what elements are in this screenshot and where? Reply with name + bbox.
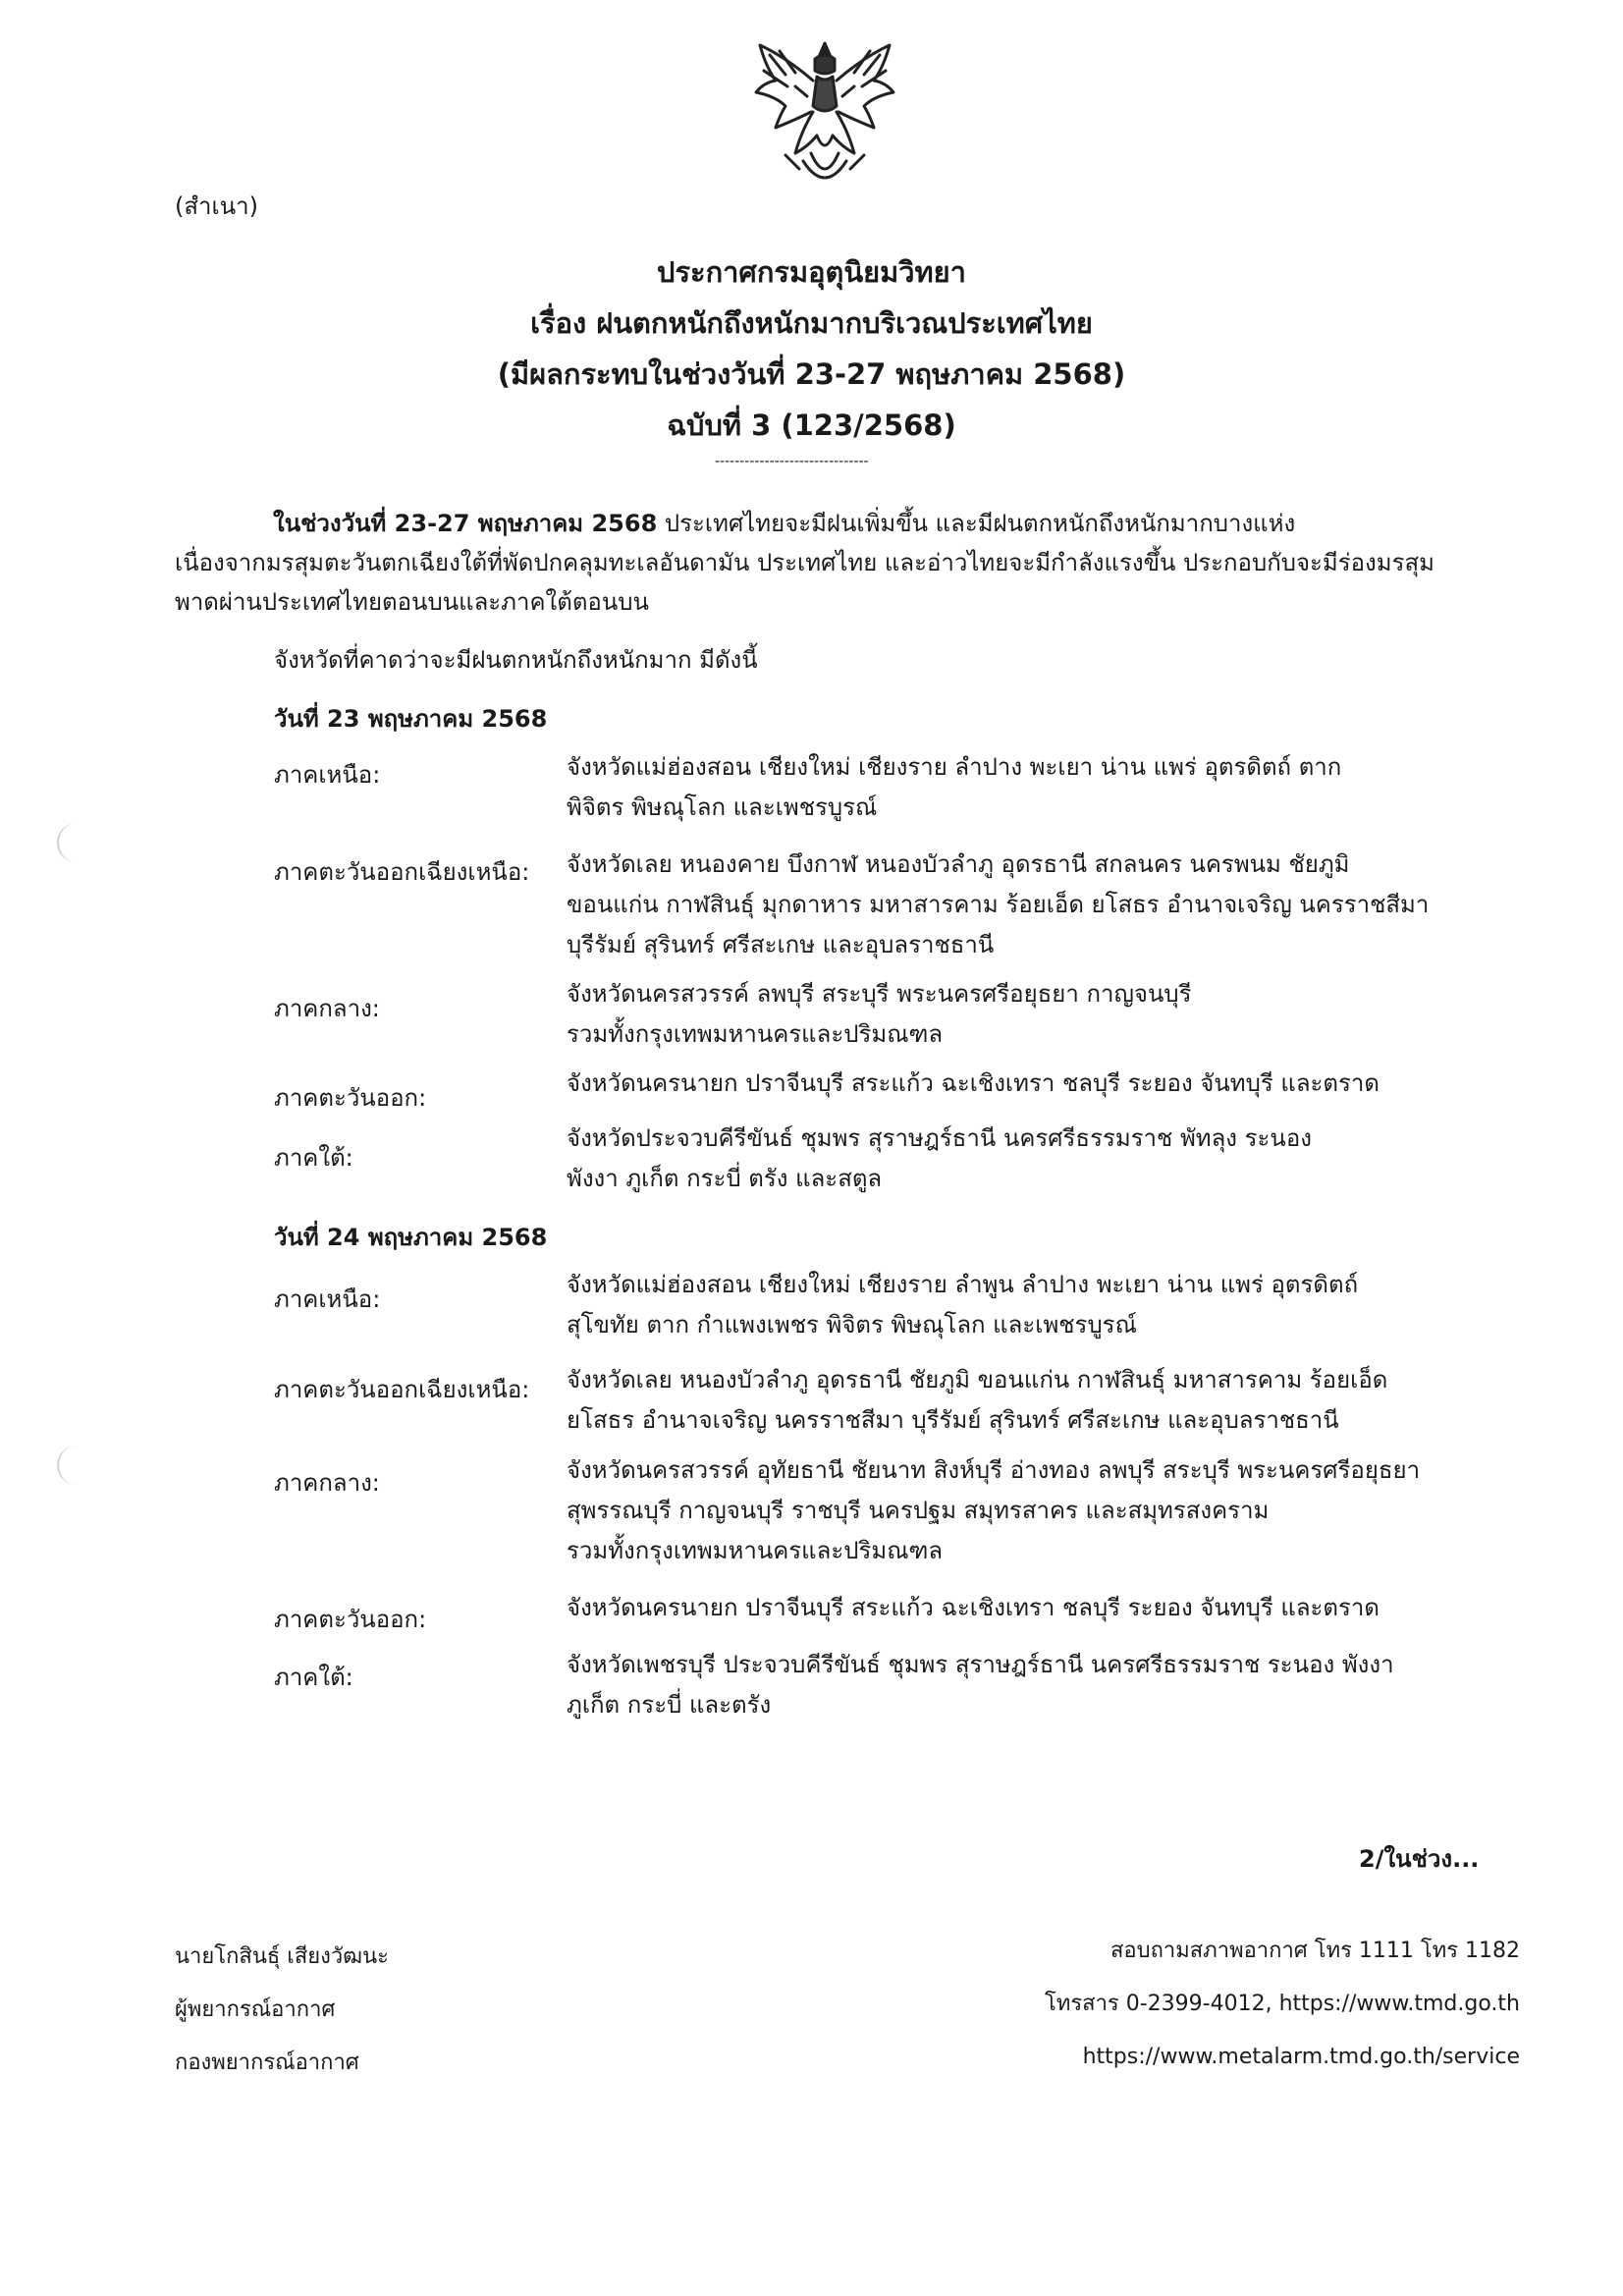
day-date: วันที่ 23 พฤษภาคม 2568 xyxy=(274,705,548,733)
forecaster-role: ผู้พยากรณ์อากาศ xyxy=(175,1997,336,2022)
intro-line-1: ประเทศไทยจะมีฝนเพิ่มขึ้น และมีฝนตกหนักถึงหนักมากบางแห่ง xyxy=(657,510,1296,537)
province-line: รวมทั้งกรุงเทพมหานครและปริมณฑล xyxy=(567,1020,944,1048)
issue-number: ฉบับที่ 3 (123/2568) xyxy=(667,409,956,442)
region-provinces xyxy=(567,747,1341,828)
province-line: จังหวัดเพชรบุรี ประจวบคีรีขันธ์ ชุมพร สุราษฎร์ธานี นครศรีธรรมราช ระนอง พังงา xyxy=(567,1651,1394,1678)
region-provinces xyxy=(567,1360,1387,1441)
forecaster-division: กองพยากรณ์อากาศ xyxy=(175,2050,359,2075)
contact-phone: สอบถามสภาพอากาศ โทร 1111 โทร 1182 xyxy=(1110,1939,1520,1963)
province-line: จังหวัดนครสวรรค์ ลพบุรี สระบุรี พระนครศรีอยุธยา กาญจนบุรี xyxy=(567,980,1192,1008)
forecaster-signature xyxy=(175,1931,389,2090)
province-line: บุรีรัมย์ สุรินทร์ ศรีสะเกษ และอุบลราชธานี xyxy=(567,931,995,958)
effect-period: (มีผลกระทบในช่วงวันที่ 23-27 พฤษภาคม 2568) xyxy=(497,357,1126,391)
province-line: ภูเก็ต กระบี่ และตรัง xyxy=(567,1691,772,1719)
region-name: ภาคกลาง: xyxy=(274,995,380,1022)
province-line: รวมทั้งกรุงเทพมหานครและปริมณฑล xyxy=(567,1537,944,1564)
contact-service-link[interactable]: https://www.metalarm.tmd.go.th/service xyxy=(1082,2045,1520,2069)
forecaster-name: นายโกสินธุ์ เสียงวัฒนะ xyxy=(175,1944,389,1969)
region-name: ภาคเหนือ: xyxy=(274,1285,381,1313)
province-line: จังหวัดนครนายก ปราจีนบุรี สระแก้ว ฉะเชิงเทรา ชลบุรี ระยอง จันทบุรี และตราด xyxy=(567,1594,1380,1621)
region-name: ภาคตะวันออก: xyxy=(274,1084,427,1112)
region-provinces xyxy=(567,1450,1420,1571)
province-line: จังหวัดเลย หนองบัวลำภู อุดรธานี ชัยภูมิ ขอนแก่น กาฬสินธุ์ มหาสารคาม ร้อยเอ็ด xyxy=(567,1366,1388,1394)
province-line: จังหวัดนครนายก ปราจีนบุรี สระแก้ว ฉะเชิงเทรา ชลบุรี ระยอง จันทบุรี และตราด xyxy=(567,1069,1380,1097)
region-name: ภาคตะวันออกเฉียงเหนือ: xyxy=(274,1376,530,1403)
region-provinces xyxy=(567,1588,1380,1628)
copy-label: (สำเนา) xyxy=(175,192,258,220)
intro-lead: ในช่วงวันที่ 23-27 พฤษภาคม 2568 xyxy=(273,510,658,537)
province-line: สุพรรณบุรี กาญจนบุรี ราชบุรี นครปฐม สมุทรสาคร และสมุทรสงคราม xyxy=(567,1497,1270,1524)
separator-rule: ------------------------------- xyxy=(715,454,869,469)
region-provinces xyxy=(567,1645,1394,1725)
region-name: ภาคใต้: xyxy=(274,1144,353,1172)
province-line: จังหวัดประจวบคีรีขันธ์ ชุมพร สุราษฎร์ธานี นครศรีธรรมราช พัทลุง ระนอง xyxy=(567,1124,1312,1152)
region-name: ภาคใต้: xyxy=(274,1664,353,1691)
province-line: พิจิตร พิษณุโลก และเพชรบูรณ์ xyxy=(567,793,878,821)
provinces-intro: จังหวัดที่คาดว่าจะมีฝนตกหนักถึงหนักมาก มีดังนี้ xyxy=(274,646,758,674)
province-line: สุโขทัย ตาก กำแพงเพชร พิจิตร พิษณุโลก และเพชรบูรณ์ xyxy=(567,1311,1137,1339)
province-line: จังหวัดแม่ฮ่องสอน เชียงใหม่ เชียงราย ลำพูน ลำปาง พะเยา น่าน แพร่ อุตรดิตถ์ xyxy=(567,1271,1359,1298)
intro-line-2: เนื่องจากมรสุมตะวันตกเฉียงใต้ที่พัดปกคลุมทะเลอันดามัน ประเทศไทย และอ่าวไทยจะมีกำลังแรงขึ้น ประกอบกับจะมีร่องมรสุม xyxy=(175,549,1434,576)
province-line: ขอนแก่น กาฬสินธุ์ มุกดาหาร มหาสารคาม ร้อยเอ็ด ยโสธร อำนาจเจริญ นครราชสีมา xyxy=(567,891,1430,918)
continued-marker: 2/ในช่วง... xyxy=(1359,1845,1480,1873)
region-provinces xyxy=(567,1265,1358,1345)
province-line: จังหวัดแม่ฮ่องสอน เชียงใหม่ เชียงราย ลำปาง พะเยา น่าน แพร่ อุตรดิตถ์ ตาก xyxy=(567,753,1342,781)
region-name: ภาคตะวันออก: xyxy=(274,1606,427,1633)
contact-info xyxy=(1045,1925,1520,2084)
region-name: ภาคกลาง: xyxy=(274,1469,380,1497)
region-provinces xyxy=(567,1119,1312,1199)
province-line: จังหวัดนครสวรรค์ อุทัยธานี ชัยนาท สิงห์บุรี อ่างทอง ลพบุรี สระบุรี พระนครศรีอยุธยา xyxy=(567,1456,1421,1484)
province-line: พังงา ภูเก็ต กระบี่ ตรัง และสตูล xyxy=(567,1165,883,1192)
region-provinces xyxy=(567,974,1192,1055)
day-date: วันที่ 24 พฤษภาคม 2568 xyxy=(274,1224,548,1251)
punch-hole-mark xyxy=(57,1446,77,1485)
region-provinces xyxy=(567,1064,1380,1104)
announcement-subject: เรื่อง ฝนตกหนักถึงหนักมากบริเวณประเทศไทย xyxy=(530,306,1093,340)
province-line: จังหวัดเลย หนองคาย บึงกาฬ หนองบัวลำภู อุดรธานี สกลนคร นครพนม ชัยภูมิ xyxy=(567,850,1350,878)
intro-paragraph xyxy=(175,504,1434,622)
region-name: ภาคตะวันออกเฉียงเหนือ: xyxy=(274,858,530,886)
punch-hole-mark xyxy=(57,823,77,862)
region-provinces xyxy=(567,845,1429,965)
garuda-emblem xyxy=(746,37,903,194)
province-line: ยโสธร อำนาจเจริญ นครราชสีมา บุรีรัมย์ สุรินทร์ ศรีสะเกษ และอุบลราชธานี xyxy=(567,1406,1339,1434)
intro-line-3: พาดผ่านประเทศไทยตอนบนและภาคใต้ตอนบน xyxy=(175,588,649,616)
contact-fax-website: โทรสาร 0-2399-4012, https://www.tmd.go.th xyxy=(1045,1992,1520,2016)
region-name: ภาคเหนือ: xyxy=(274,761,381,789)
announcement-title: ประกาศกรมอุตุนิยมวิทยา xyxy=(657,255,966,289)
